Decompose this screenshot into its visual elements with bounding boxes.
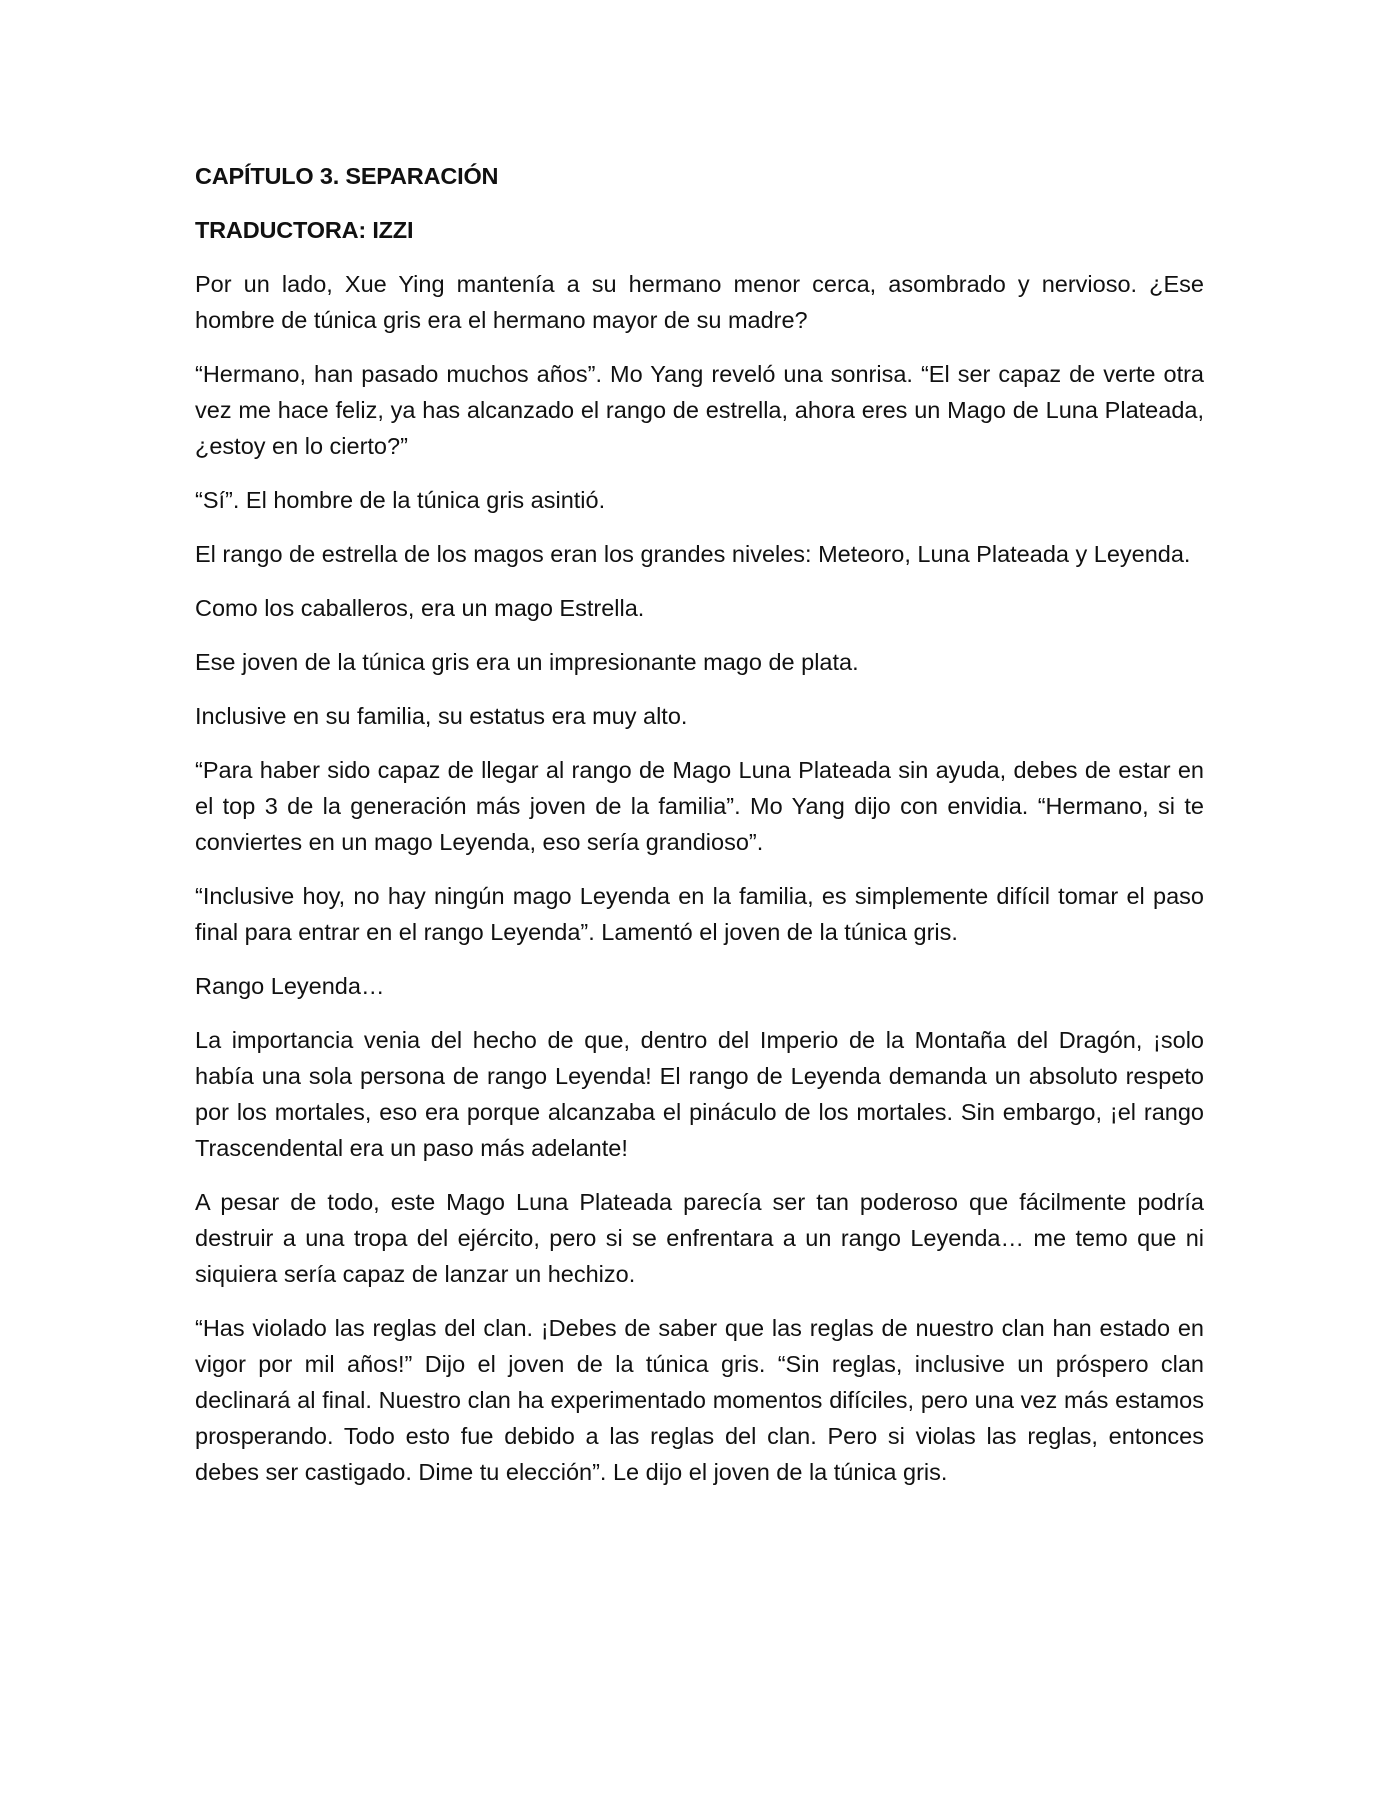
- paragraph: “Inclusive hoy, no hay ningún mago Leyenda en la familia, es simplemente difícil tomar el paso final para entrar en el rango Leyenda”. Lamentó el joven de la túnica gris.: [195, 883, 1204, 945]
- document-page: [195, 158, 1204, 1508]
- paragraph: La importancia venia del hecho de que, dentro del Imperio de la Montaña del Dragón, ¡solo había una sola persona de rango Leyenda! El rango de Leyenda demanda un absoluto respeto por los mortales, eso era porque alcanzaba el pináculo de los mortales. Sin embargo, ¡el rango Trascendental era un paso más adelante!: [195, 1027, 1204, 1161]
- paragraph: Por un lado, Xue Ying mantenía a su hermano menor cerca, asombrado y nervioso. ¿Ese hombre de túnica gris era el hermano mayor de su madre?: [195, 271, 1204, 333]
- chapter-title: CAPÍTULO 3. SEPARACIÓN: [195, 163, 499, 189]
- paragraph: A pesar de todo, este Mago Luna Plateada parecía ser tan poderoso que fácilmente podría destruir a una tropa del ejército, pero si se enfrentara a un rango Leyenda… me temo que ni siquiera sería capaz de lanzar un hechizo.: [195, 1189, 1204, 1287]
- paragraph: Ese joven de la túnica gris era un impresionante mago de plata.: [195, 649, 859, 675]
- paragraph: Rango Leyenda…: [195, 973, 385, 999]
- paragraph: “Sí”. El hombre de la túnica gris asintió.: [195, 487, 606, 513]
- translator-credit: TRADUCTORA: IZZI: [195, 217, 414, 243]
- paragraph: Como los caballeros, era un mago Estrella.: [195, 595, 645, 621]
- paragraph: “Has violado las reglas del clan. ¡Debes de saber que las reglas de nuestro clan han estado en vigor por mil años!” Dijo el joven de la túnica gris. “Sin reglas, inclusive un próspero clan declinará al final. Nuestro clan ha experimentado momentos difíciles, pero una vez más estamos prosperando. Todo esto fue debido a las reglas del clan. Pero si violas las reglas, entonces debes ser castigado. Dime tu elección”. Le dijo el joven de la túnica gris.: [195, 1315, 1204, 1485]
- paragraph: “Hermano, han pasado muchos años”. Mo Yang reveló una sonrisa. “El ser capaz de verte otra vez me hace feliz, ya has alcanzado el rango de estrella, ahora eres un Mago de Luna Plateada, ¿estoy en lo cierto?”: [195, 361, 1204, 459]
- paragraph: Inclusive en su familia, su estatus era muy alto.: [195, 703, 688, 729]
- paragraph: El rango de estrella de los magos eran los grandes niveles: Meteoro, Luna Plateada y Leyenda.: [195, 541, 1191, 567]
- paragraph: “Para haber sido capaz de llegar al rango de Mago Luna Plateada sin ayuda, debes de estar en el top 3 de la generación más joven de la familia”. Mo Yang dijo con envidia. “Hermano, si te conviertes en un mago Leyenda, eso sería grandioso”.: [195, 757, 1204, 855]
